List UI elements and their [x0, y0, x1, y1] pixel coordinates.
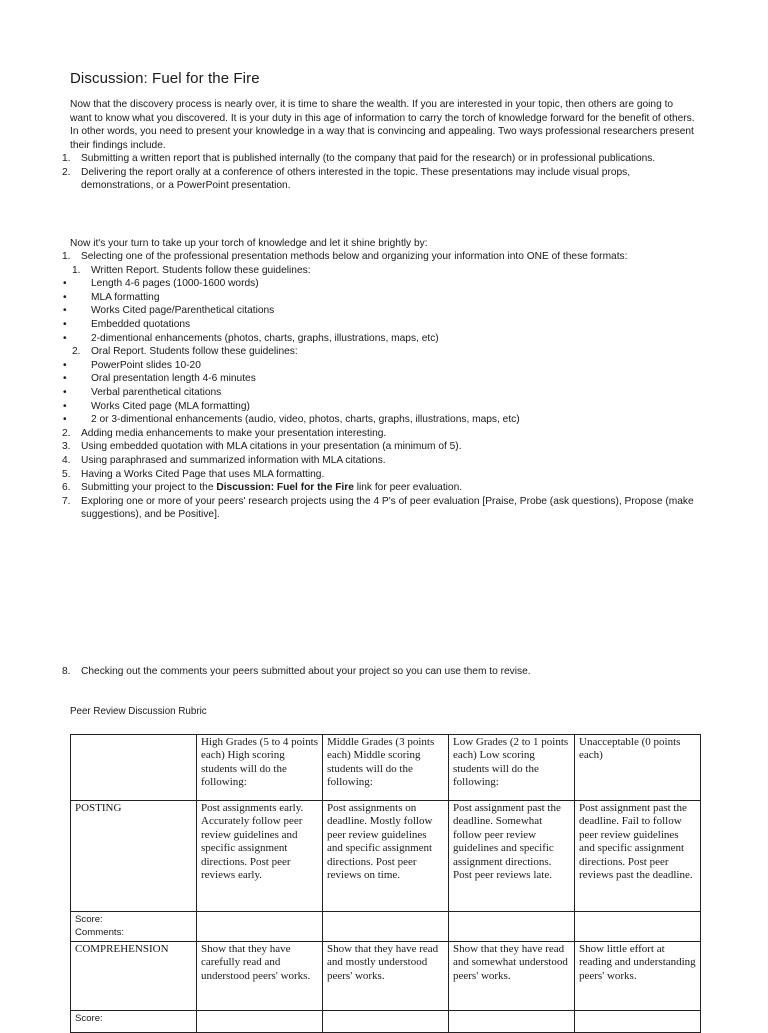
step-item	[62, 250, 722, 427]
step-text: Having a Works Cited Page that uses MLA formatting.	[81, 468, 325, 480]
table-header-cell: High Grades (5 to 4 points each) High scoring students will do the following:	[197, 735, 323, 801]
score-label: Score:	[71, 1011, 197, 1033]
instructions-lead: Now it's your turn to take up your torch of knowledge and let it shine brightly by:	[70, 238, 428, 249]
step-item	[62, 440, 722, 454]
step-number: 5.	[62, 468, 71, 480]
step-item	[62, 495, 722, 522]
format-item	[62, 345, 722, 359]
step-text: Adding media enhancements to make your presentation interesting.	[81, 427, 387, 439]
table-cell: Show that they have read and somewhat understood peers' works.	[449, 942, 575, 1011]
table-cell	[323, 912, 449, 942]
guideline-bullet: • PowerPoint slides 10-20	[63, 359, 201, 371]
intro-paragraph: Now that the discovery process is nearly over, it is time to share the wealth. If you are interested in your topic, then others are going to want to know what you discovered. It is your duty in this age of information to carry the torch of knowledge forward for the benefit of others. In other words, you need to present your knowledge in a way that is convincing and appealing. Two ways professional researchers present their findings include.	[70, 99, 695, 151]
step-text: Submitting your project to the	[81, 482, 217, 494]
step-text: Selecting one of the professional presentation methods below and organizing your information into ONE of these formats:	[81, 251, 628, 262]
comments-label: Comments:	[75, 927, 125, 938]
step-text: Using paraphrased and summarized information with MLA citations.	[81, 454, 386, 466]
step-text: Checking out the comments your peers submitted about your project so you can use them to revise.	[81, 666, 531, 677]
table-row	[71, 912, 701, 942]
presentation-methods-list	[62, 152, 702, 193]
step-number: 6.	[62, 482, 71, 494]
guideline-bullet: • Works Cited page/Parenthetical citations	[63, 305, 275, 317]
step-item	[62, 665, 531, 679]
table-cell: Show that they have read and mostly understood peers' works.	[323, 942, 449, 1011]
list-number: 1.	[62, 153, 71, 164]
score-label: Score:	[75, 914, 103, 925]
table-row	[71, 1011, 701, 1033]
table-cell: Show that they have carefully read and understood peers' works.	[197, 942, 323, 1011]
step-number: 3.	[62, 441, 71, 453]
table-cell	[197, 1011, 323, 1033]
table-header-cell: Low Grades (2 to 1 points each) Low scoring students will do the following:	[449, 735, 575, 801]
format-sublist	[63, 264, 722, 427]
table-header-cell: Unacceptable (0 points each)	[575, 735, 701, 801]
guideline-bullet: • 2 or 3-dimentional enhancements (audio, video, photos, charts, graphs, illustrations, maps, etc)	[63, 414, 520, 426]
format-text: Written Report. Students follow these guidelines:	[91, 264, 311, 276]
row-label: COMPREHENSION	[71, 942, 197, 1011]
format-item	[62, 264, 722, 278]
format-number: 1.	[72, 264, 81, 276]
table-cell: Post assignments on deadline. Mostly follow peer review guidelines and specific assignment directions. Post peer reviews on time.	[323, 801, 449, 912]
step-number: 1.	[62, 251, 71, 262]
guideline-bullet: • Oral presentation length 4-6 minutes	[63, 373, 256, 385]
rubric-table	[70, 734, 701, 1033]
step-text: link for peer evaluation.	[353, 482, 463, 494]
step-item	[62, 468, 722, 482]
guideline-bullet: • Embedded quotations	[63, 318, 191, 330]
step-number: 4.	[62, 454, 71, 466]
rubric-title: Peer Review Discussion Rubric	[70, 706, 207, 717]
row-label: POSTING	[71, 801, 197, 912]
list-item-text: Submitting a written report that is published internally (to the company that paid for the research) or in professional publications.	[81, 153, 656, 164]
list-item	[62, 166, 702, 193]
discussion-name: Discussion: Fuel for the Fire	[216, 482, 354, 494]
table-cell	[71, 735, 197, 801]
step-number: 8.	[62, 666, 71, 677]
page-title: Discussion: Fuel for the Fire	[70, 70, 260, 87]
guideline-bullet: • Works Cited page (MLA formatting)	[63, 400, 250, 412]
guideline-bullet: • 2-dimentional enhancements (photos, charts, graphs, illustrations, maps, etc)	[63, 332, 439, 344]
table-header-cell: Middle Grades (3 points each) Middle scoring students will do the following:	[323, 735, 449, 801]
step-number: 2.	[62, 427, 71, 439]
table-cell	[323, 1011, 449, 1033]
list-number: 2.	[62, 166, 71, 178]
table-cell: Show little effort at reading and understanding peers' works.	[575, 942, 701, 1011]
list-item	[62, 152, 702, 166]
table-cell	[449, 912, 575, 942]
format-number: 2.	[72, 346, 81, 358]
step-item	[62, 454, 722, 468]
step-number: 7.	[62, 495, 71, 507]
step-item	[62, 481, 722, 495]
step-text: Exploring one or more of your peers' research projects using the 4 P's of peer evaluation [Praise, Probe (ask questions), Propose (make suggestions), and be Positive].	[81, 495, 694, 521]
table-cell: Post assignment past the deadline. Fail to follow peer review guidelines and specific assignment directions. Post peer reviews past the deadline.	[575, 801, 701, 912]
table-cell	[575, 1011, 701, 1033]
step-item	[62, 427, 722, 441]
format-text: Oral Report. Students follow these guidelines:	[91, 346, 298, 358]
steps-list	[62, 250, 722, 522]
table-cell	[197, 912, 323, 942]
table-cell	[449, 1011, 575, 1033]
guideline-bullet: • MLA formatting	[63, 291, 160, 303]
guideline-bullet: • Length 4-6 pages (1000-1600 words)	[63, 278, 259, 290]
list-item-text: Delivering the report orally at a conference of others interested in the topic. These presentations may include visual props, demonstrations, or a PowerPoint presentation.	[81, 166, 631, 192]
table-row	[71, 942, 701, 1011]
score-comments-cell	[71, 912, 197, 942]
guideline-bullet: • Verbal parenthetical citations	[63, 386, 222, 398]
table-row	[71, 801, 701, 912]
table-cell	[575, 912, 701, 942]
table-cell: Post assignment past the deadline. Somewhat follow peer review guidelines and specific assignment directions. Post peer reviews late.	[449, 801, 575, 912]
table-cell: Post assignments early. Accurately follow peer review guidelines and specific assignment directions. Post peer reviews early.	[197, 801, 323, 912]
table-row	[71, 735, 701, 801]
step-text: Using embedded quotation with MLA citations in your presentation (a minimum of 5).	[81, 441, 462, 453]
